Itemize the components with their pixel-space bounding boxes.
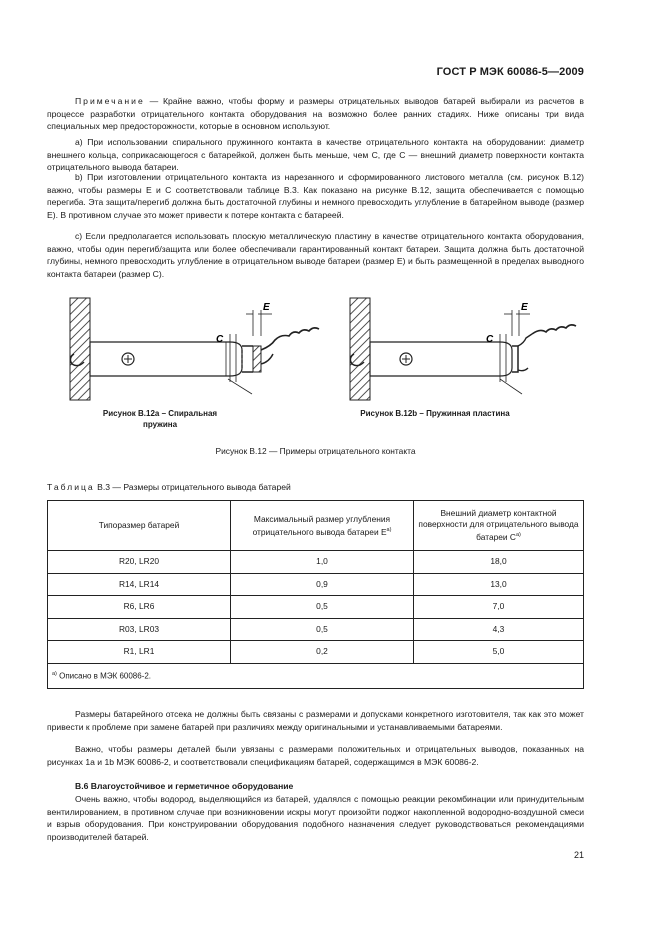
cell-size: R6, LR6 xyxy=(48,596,231,619)
cell-c: 13,0 xyxy=(414,573,584,596)
item-c: c) Если предполагается использовать плоскую металлическую пластину в качестве отрицательного контакта оборудования, важно, чтобы один перегиб/защита или более обеспечивали гарантированный контакт батареи. Защита должна быть достаточной глубины, немного превосходить углубление в отрицательном выводе батареи (размер E) и быть размещенной в пределах выводного контакта батареи (размер C). xyxy=(47,231,584,279)
after-paragraph-2: Важно, чтобы размеры деталей были увязаны с размерами положительных и отрицательных выводов, показанных на рисунках 1а и 1b МЭК 60086-2, и соответствовали спецификациям батарей, содержащимся в МЭК 60086-2. xyxy=(47,744,584,767)
table-footnote-row xyxy=(48,663,584,688)
table-row xyxy=(48,596,584,619)
cell-c: 4,3 xyxy=(414,618,584,641)
document-header: ГОСТ Р МЭК 60086-5—2009 xyxy=(436,66,584,78)
cell-e: 0,9 xyxy=(231,573,414,596)
table-row xyxy=(48,641,584,664)
note-text: — Крайне важно, чтобы форму и размеры отрицательных выводов батарей выбирали из расчетов в процессе разработки отрицательного контакта оборудования на возможно более ранних стадиях. Ниже описаны три вида специальных мер предосторожности, которые в основном используют. xyxy=(47,96,584,132)
table-title xyxy=(47,481,291,494)
cell-size: R14, LR14 xyxy=(48,573,231,596)
table-row xyxy=(48,618,584,641)
figure-caption: Рисунок B.12 — Примеры отрицательного контакта xyxy=(215,446,416,456)
cell-c: 7,0 xyxy=(414,596,584,619)
table-row xyxy=(48,551,584,574)
label-e-a: E xyxy=(263,302,270,313)
col-header-e-sup: а) xyxy=(386,526,392,533)
cell-e: 0,2 xyxy=(231,641,414,664)
cell-e: 1,0 xyxy=(231,551,414,574)
col-header-size: Типоразмер батарей xyxy=(48,501,231,551)
cell-c: 18,0 xyxy=(414,551,584,574)
item-a: a) При использовании спирального пружинного контакта в качестве отрицательного контакта на оборудовании: диаметр внешнего кольца, соприкасающегося с батарейкой, должен быть меньше, чем C, где C — внешний диаметр поверхности контакта отрицательного вывода батареи. xyxy=(47,137,584,173)
footnote-marker: а) xyxy=(52,670,57,677)
col-header-e xyxy=(231,501,414,551)
cell-size: R1, LR1 xyxy=(48,641,231,664)
note-label: Примечание xyxy=(75,96,145,106)
after-paragraph-1: Размеры батарейного отсека не должны быть связаны с размерами и допусками конкретного изготовителя, так как это может привести к проблеме при замене батарей при различиях между оригинальными и устанавливаемыми батареями. xyxy=(47,709,584,732)
table-footnote xyxy=(48,663,584,688)
subcaption-a-line1: Рисунок B.12а – Спиральная xyxy=(102,409,218,418)
col-header-e-text: Максимальный размер углубления отрицательного вывода батареи E xyxy=(252,513,391,537)
section-heading-b6: B.6 Влагоустойчивое и герметичное оборудование xyxy=(75,781,294,791)
col-header-c-sup: а) xyxy=(515,532,521,539)
table-header-row xyxy=(48,501,584,551)
table-row xyxy=(48,573,584,596)
subcaption-a-line2: пружина xyxy=(142,420,178,429)
label-e-b: E xyxy=(521,302,528,313)
table-title-text: B.3 — Размеры отрицательного вывода батарей xyxy=(97,482,291,492)
subcaption-b: Рисунок B.12b – Пружинная пластина xyxy=(360,409,510,418)
item-b: b) При изготовлении отрицательного контакта из нарезанного и сформированного листового металла (см. рисунок B.12) важно, чтобы размеры E и C соответствовали таблице B.3. Как показано на рисунке B.12, защита обеспечивается с помощью перегиба. Эта защита/перегиб должна быть достаточной глубины и немного превосходить углубление в батарейном выводе (размер E). В противном случае это может привести к потере контакта с батареей. xyxy=(47,172,584,220)
after-paragraph-3: Очень важно, чтобы водород, выделяющийся из батарей, удалялся с помощью реакции рекомбинации или принудительным вентилированием, в противном случае при возникновении искры могут произойти поджог накопленной водородно-воздушной смеси и взрыв оборудования. При конструировании оборудования подобного назначения следует руководствоваться рекомендациями производителей батарей. xyxy=(47,794,584,842)
drawing-spiral-spring xyxy=(70,298,319,400)
cell-size: R20, LR20 xyxy=(48,551,231,574)
label-c-a: C xyxy=(216,334,224,345)
table-title-label: Таблица xyxy=(47,482,95,492)
page-number: 21 xyxy=(573,850,584,860)
cell-c: 5,0 xyxy=(414,641,584,664)
col-header-c xyxy=(414,501,584,551)
cell-e: 0,5 xyxy=(231,596,414,619)
subcaption-a xyxy=(60,408,260,430)
drawing-spring-plate xyxy=(350,298,576,400)
note-paragraph xyxy=(47,95,584,133)
cell-size: R03, LR03 xyxy=(48,618,231,641)
label-c-b: C xyxy=(486,334,494,345)
cell-e: 0,5 xyxy=(231,618,414,641)
col-header-c-text: Внешний диаметр контактной поверхности для отрицательного вывода батареи C xyxy=(418,508,579,542)
battery-dimensions-table xyxy=(47,500,584,689)
footnote-text: Описано в МЭК 60086-2. xyxy=(56,671,152,681)
